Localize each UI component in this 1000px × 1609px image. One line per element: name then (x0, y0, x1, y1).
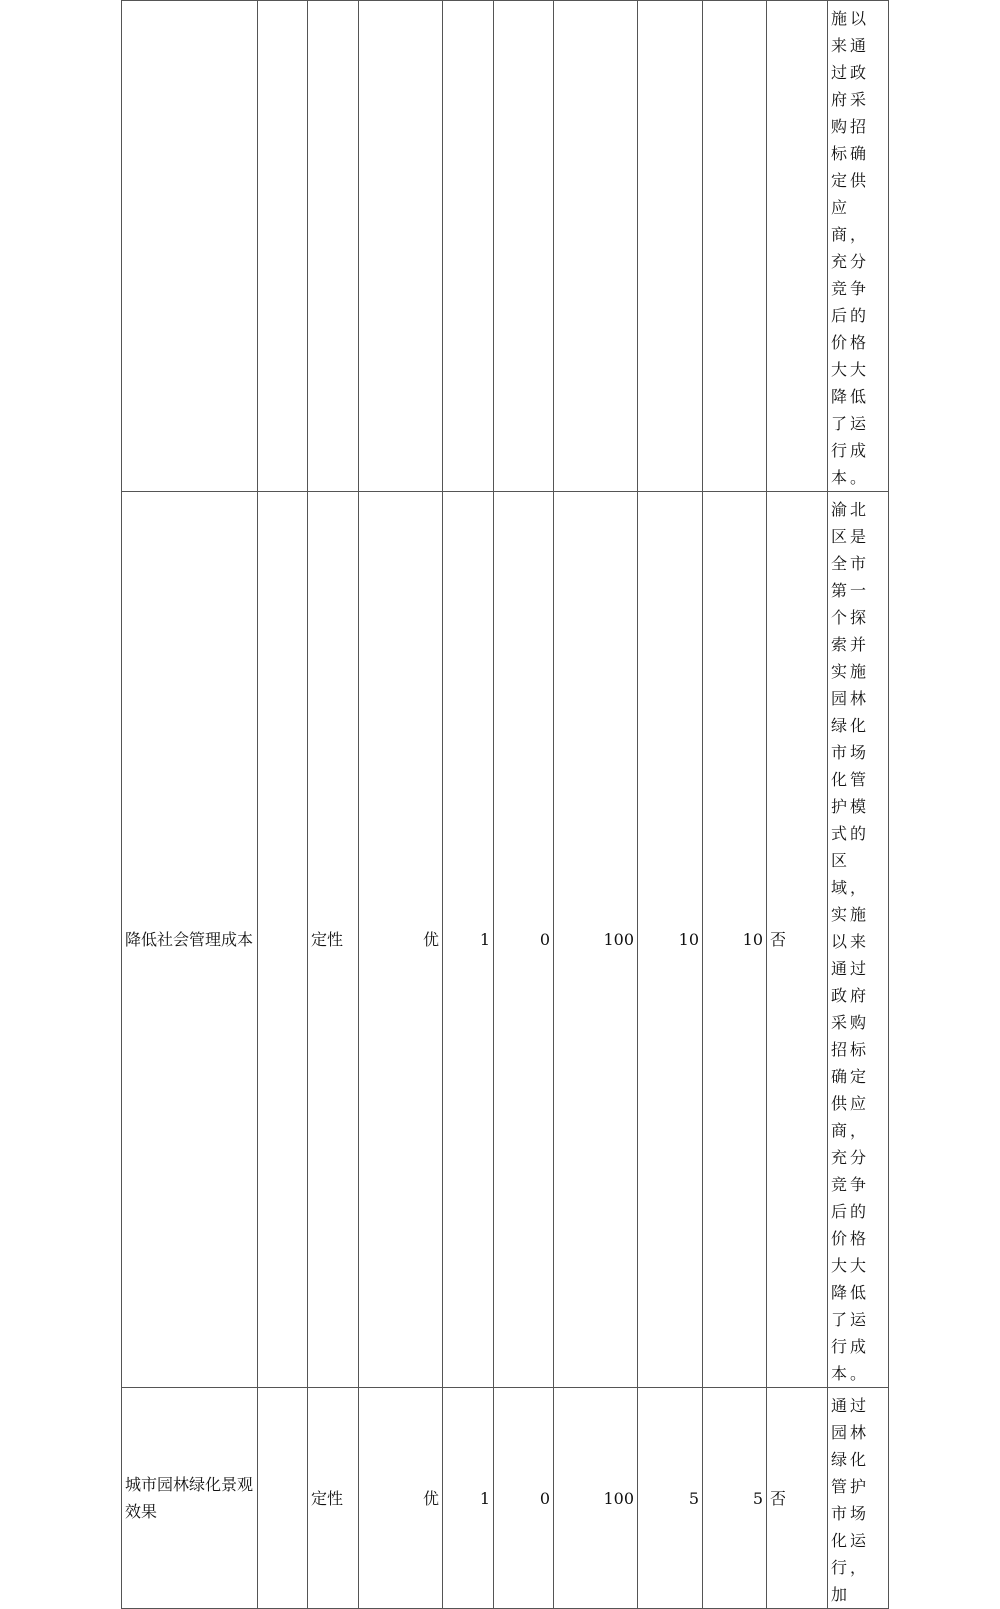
nature-cell: 定性 (308, 492, 359, 1388)
table-row (122, 1, 889, 492)
indicator-cell (122, 1, 258, 492)
table-row (122, 1388, 889, 1609)
nature-cell: 定性 (308, 1388, 359, 1609)
score-full-cell (638, 1, 703, 492)
score-cell: 10 (703, 492, 767, 1388)
completion-cell (554, 1, 638, 492)
issue-cell: 否 (767, 1388, 828, 1609)
remark-cell: 渝北区是全市第一个探索并实施园林绿化市场化管护模式的区域，实施以来通过政府采购招标确定供应商，充分竞争后的价格大大降低了运行成本。 (828, 492, 889, 1388)
performance-table-wrapper (121, 0, 888, 1604)
weight-cell: 1 (443, 1388, 494, 1609)
performance-table (121, 0, 889, 1609)
empty-cell (258, 1, 308, 492)
weight-cell (443, 1, 494, 492)
table-row (122, 492, 889, 1388)
grade-cell: 优 (359, 492, 443, 1388)
indicator-cell: 降低社会管理成本 (122, 492, 258, 1388)
deviation-cell: 0 (494, 492, 554, 1388)
deviation-cell: 0 (494, 1388, 554, 1609)
score-full-cell: 10 (638, 492, 703, 1388)
deviation-cell (494, 1, 554, 492)
score-cell: 5 (703, 1388, 767, 1609)
grade-cell: 优 (359, 1388, 443, 1609)
grade-cell (359, 1, 443, 492)
issue-cell (767, 1, 828, 492)
completion-cell: 100 (554, 1388, 638, 1609)
issue-cell: 否 (767, 492, 828, 1388)
remark-cell: 通过园林绿化管护市场化运行，加 (828, 1388, 889, 1609)
nature-cell (308, 1, 359, 492)
empty-cell (258, 492, 308, 1388)
completion-cell: 100 (554, 492, 638, 1388)
remark-cell: 施以来通过政府采购招标确定供应商，充分竞争后的价格大大降低了运行成本。 (828, 1, 889, 492)
weight-cell: 1 (443, 492, 494, 1388)
empty-cell (258, 1388, 308, 1609)
indicator-cell: 城市园林绿化景观效果 (122, 1388, 258, 1609)
score-full-cell: 5 (638, 1388, 703, 1609)
score-cell (703, 1, 767, 492)
